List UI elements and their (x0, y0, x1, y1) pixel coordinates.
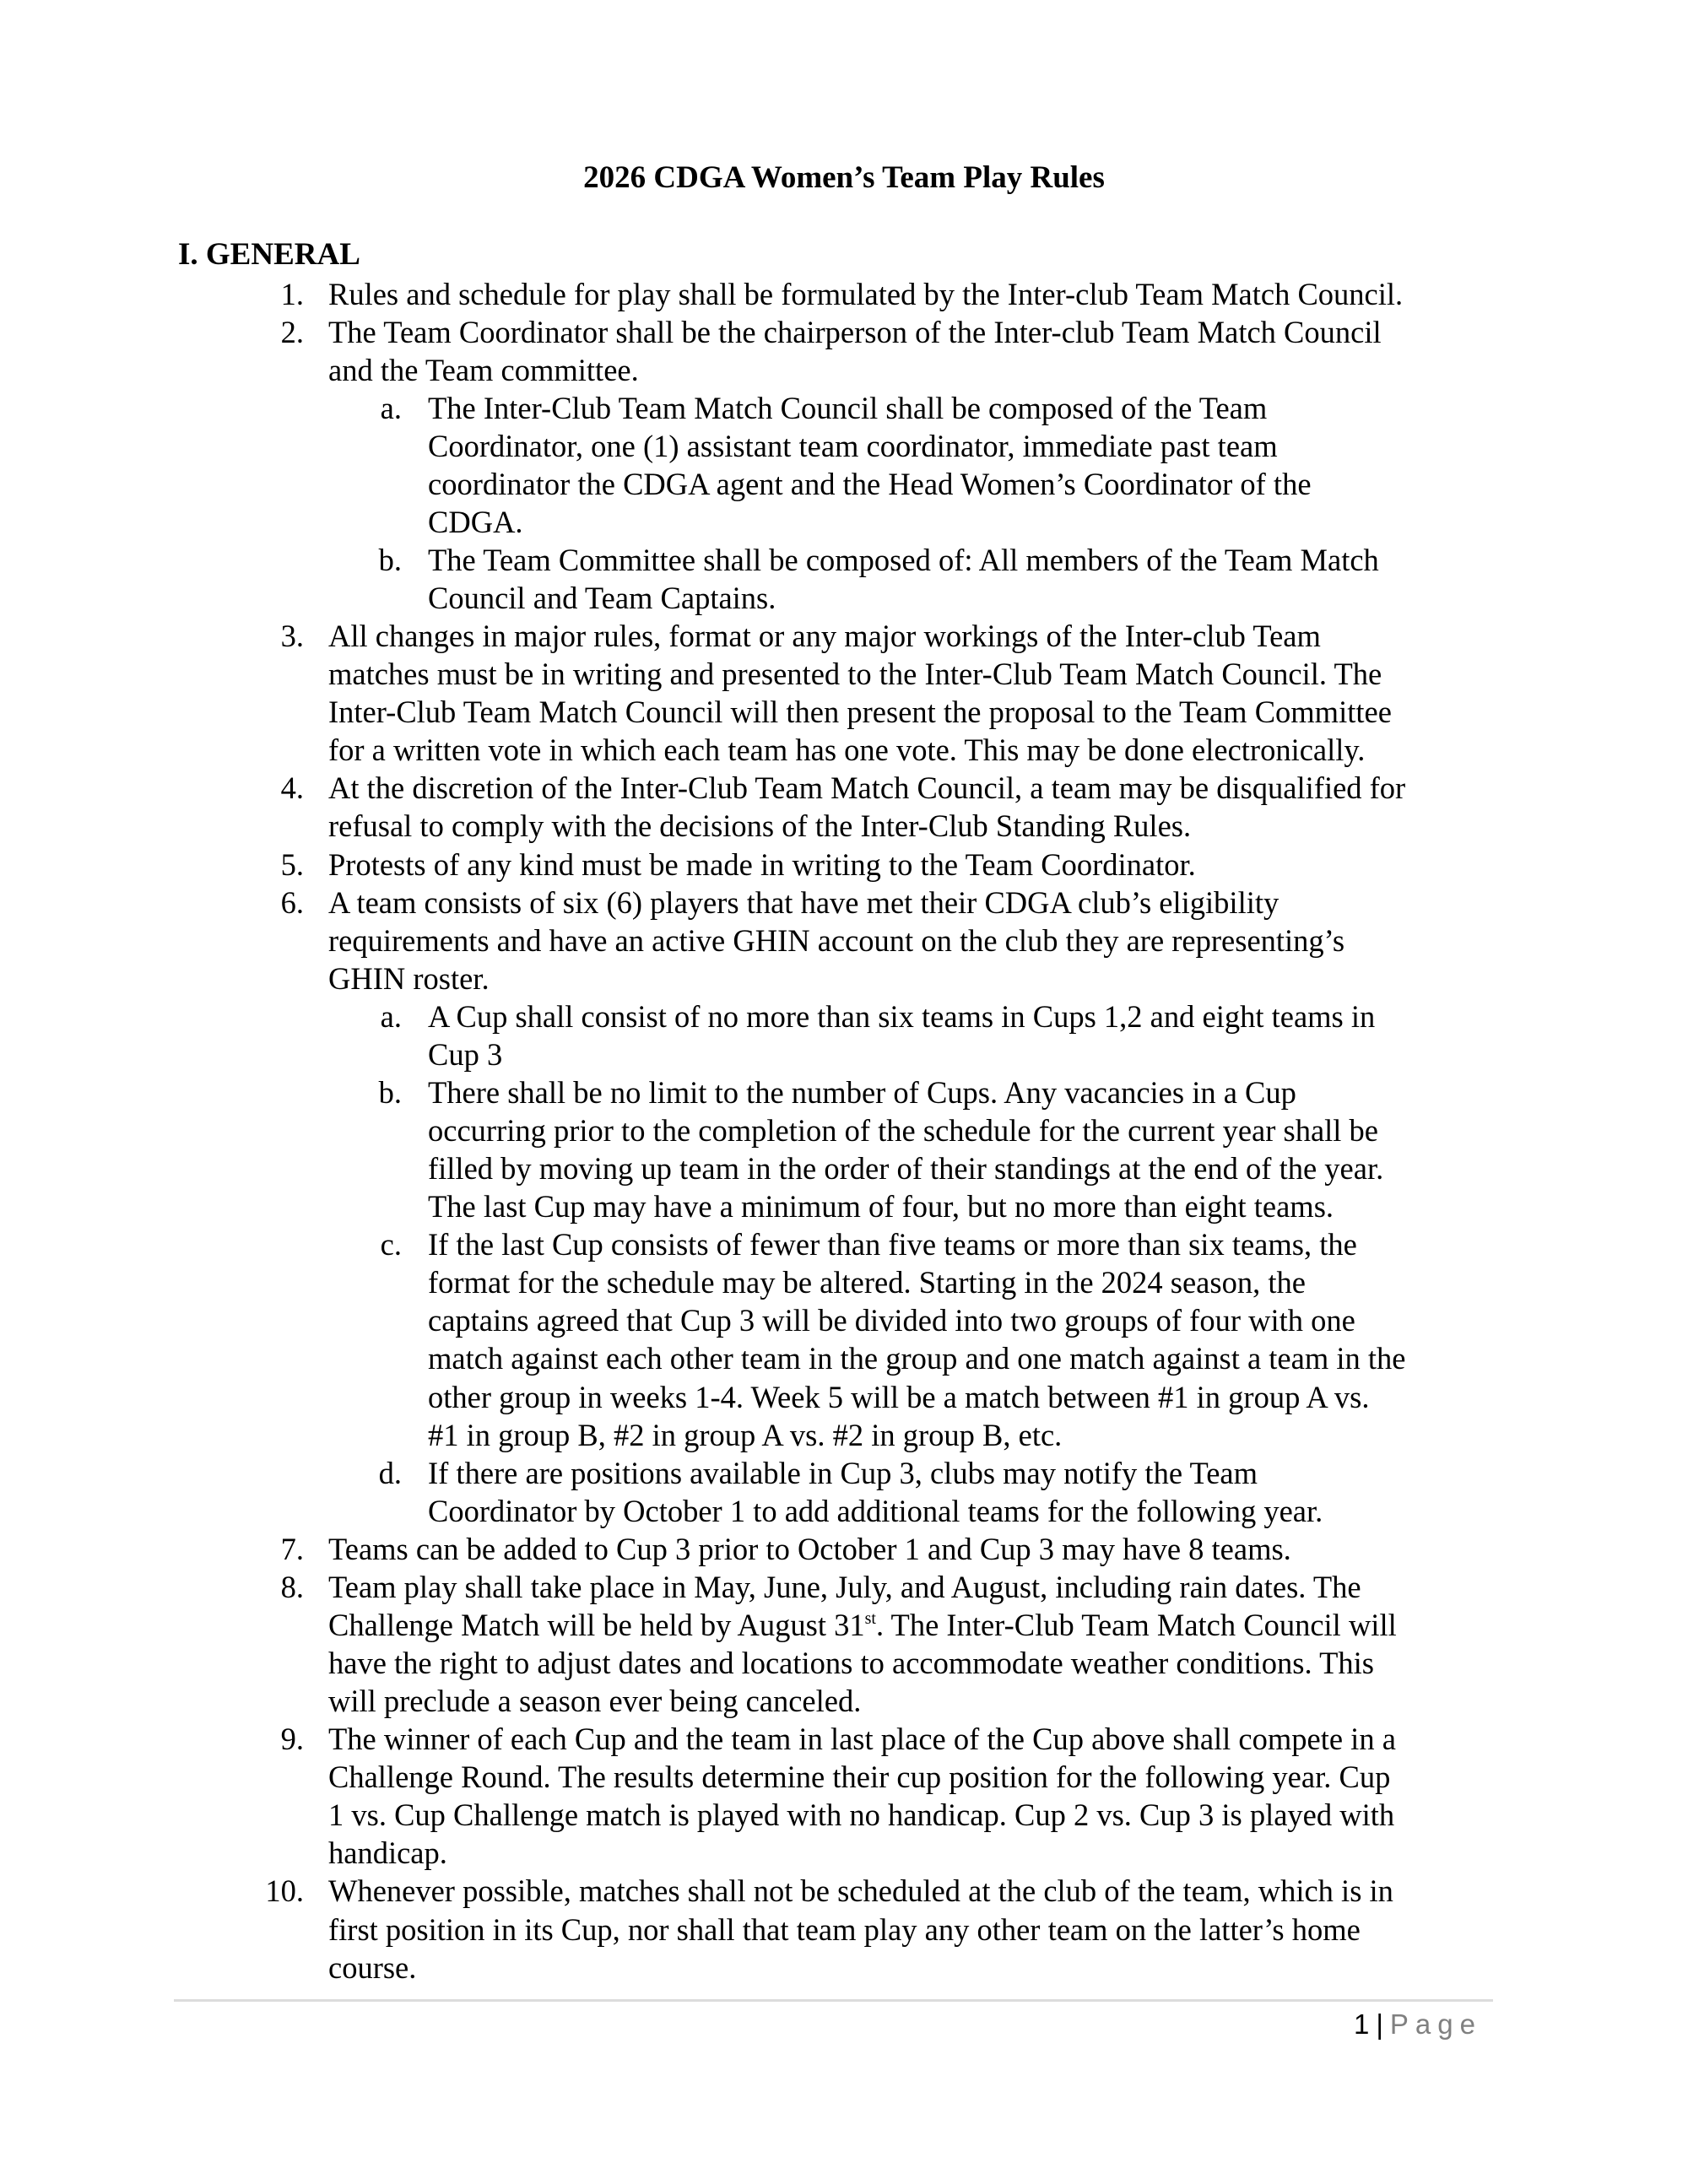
item-label: 7. (280, 1531, 304, 1566)
item-text-line: Coordinator, one (1) assistant team coordinator, immediate past team (428, 428, 1278, 463)
item-text-line: Challenge Match will be held by August 31st. The Inter-Club Team Match Council will (328, 1607, 1397, 1642)
item-text-line: Teams can be added to Cup 3 prior to October 1 and Cup 3 may have 8 teams. (328, 1531, 1291, 1566)
item-text-line: The last Cup may have a minimum of four, but no more than eight teams. (428, 1189, 1334, 1224)
item-label: c. (380, 1227, 402, 1262)
item-text-line: Cup 3 (428, 1036, 503, 1072)
item-text-line: have the right to adjust dates and locations to accommodate weather conditions. This (328, 1646, 1374, 1681)
item-text-line: There shall be no limit to the number of Cups. Any vacancies in a Cup (428, 1074, 1296, 1110)
item-text-line: first position in its Cup, nor shall that team play any other team on the latter’s home (328, 1911, 1361, 1947)
item-text-line: If the last Cup consists of fewer than five teams or more than six teams, the (428, 1227, 1357, 1262)
item-text-line: At the discretion of the Inter-Club Team Match Council, a team may be disqualified for (328, 770, 1406, 806)
item-text-line: Team play shall take place in May, June, July, and August, including rain dates. The (328, 1569, 1361, 1604)
footer-divider (174, 1999, 1493, 2002)
item-text-line: course. (328, 1949, 417, 1985)
item-label: d. (378, 1455, 402, 1490)
item-text-line: A Cup shall consist of no more than six teams in Cups 1,2 and eight teams in (428, 998, 1376, 1034)
item-text-line: Council and Team Captains. (428, 581, 776, 616)
item-label: 5. (280, 846, 304, 882)
item-label: 8. (280, 1569, 304, 1604)
item-label: 10. (265, 1873, 304, 1909)
item-text-line: Rules and schedule for play shall be formulated by the Inter-club Team Match Council. (328, 276, 1404, 311)
item-text-line: match against each other team in the group and one match against a team in the (428, 1341, 1406, 1376)
superscript: st (864, 1608, 876, 1628)
item-text-line: format for the schedule may be altered. Starting in the 2024 season, the (428, 1265, 1306, 1300)
item-label: 1. (280, 276, 304, 311)
item-text-line: matches must be in writing and presented to the Inter-Club Team Match Council. The (328, 657, 1382, 692)
item-label: 3. (280, 619, 304, 654)
item-label: 2. (280, 314, 304, 349)
item-label: b. (378, 542, 402, 577)
item-text-line: Protests of any kind must be made in writing to the Team Coordinator. (328, 846, 1196, 882)
item-text-line: The winner of each Cup and the team in last place of the Cup above shall compete in a (328, 1722, 1396, 1757)
item-text-line: occurring prior to the completion of the schedule for the current year shall be (428, 1113, 1379, 1149)
item-text-line: Challenge Round. The results determine their cup position for the following year. Cup (328, 1760, 1391, 1795)
item-text-line: for a written vote in which each team has one vote. This may be done electronically. (328, 733, 1366, 768)
item-label: a. (380, 998, 402, 1034)
item-text-line: refusal to comply with the decisions of the Inter-Club Standing Rules. (328, 808, 1192, 844)
item-label: 9. (280, 1722, 304, 1757)
item-text-line: and the Team committee. (328, 352, 639, 387)
item-text-line: #1 in group B, #2 in group A vs. #2 in group B, etc. (428, 1417, 1063, 1452)
item-text-line: coordinator the CDGA agent and the Head Women’s Coordinator of the (428, 466, 1312, 501)
page-number: 1 (1353, 2008, 1370, 2040)
item-text-line: Coordinator by October 1 to add additional teams for the following year. (428, 1493, 1323, 1528)
item-text-line: All changes in major rules, format or any major workings of the Inter-club Team (328, 619, 1321, 654)
item-label: b. (378, 1074, 402, 1110)
item-text-line: handicap. (328, 1835, 447, 1871)
footer-separator: | (1376, 2008, 1383, 2040)
section-heading: I. GENERAL (178, 237, 360, 272)
item-text-line: The Team Coordinator shall be the chairperson of the Inter-club Team Match Council (328, 314, 1382, 349)
item-text-line: 1 vs. Cup Challenge match is played with no handicap. Cup 2 vs. Cup 3 is played with (328, 1797, 1395, 1833)
item-text-line: The Inter-Club Team Match Council shall be composed of the Team (428, 390, 1268, 425)
page-label: Page (1389, 2008, 1482, 2040)
item-text-line: filled by moving up team in the order of their standings at the end of the year. (428, 1151, 1384, 1187)
item-text-line: The Team Committee shall be composed of: All members of the Team Match (428, 542, 1379, 577)
item-text-line: requirements and have an active GHIN account on the club they are representing’s (328, 922, 1345, 958)
item-text-line: A team consists of six (6) players that have met their CDGA club’s eligibility (328, 884, 1280, 920)
page-footer (1354, 2005, 1482, 2044)
item-text-line: GHIN roster. (328, 960, 490, 996)
item-label: 4. (280, 770, 304, 806)
document-title: 2026 CDGA Women’s Team Play Rules (583, 160, 1105, 195)
item-text-line: captains agreed that Cup 3 will be divided into two groups of four with one (428, 1303, 1355, 1338)
item-text-line: will preclude a season ever being canceled. (328, 1684, 862, 1719)
item-text-line: Whenever possible, matches shall not be scheduled at the club of the team, which is in (328, 1873, 1393, 1909)
item-text-line: Inter-Club Team Match Council will then present the proposal to the Team Committee (328, 695, 1392, 730)
item-label: a. (380, 390, 402, 425)
item-text-line: other group in weeks 1-4. Week 5 will be a match between #1 in group A vs. (428, 1379, 1370, 1414)
item-label: 6. (280, 884, 304, 920)
item-text-line: If there are positions available in Cup 3, clubs may notify the Team (428, 1455, 1258, 1490)
item-text-line: CDGA. (428, 504, 523, 539)
